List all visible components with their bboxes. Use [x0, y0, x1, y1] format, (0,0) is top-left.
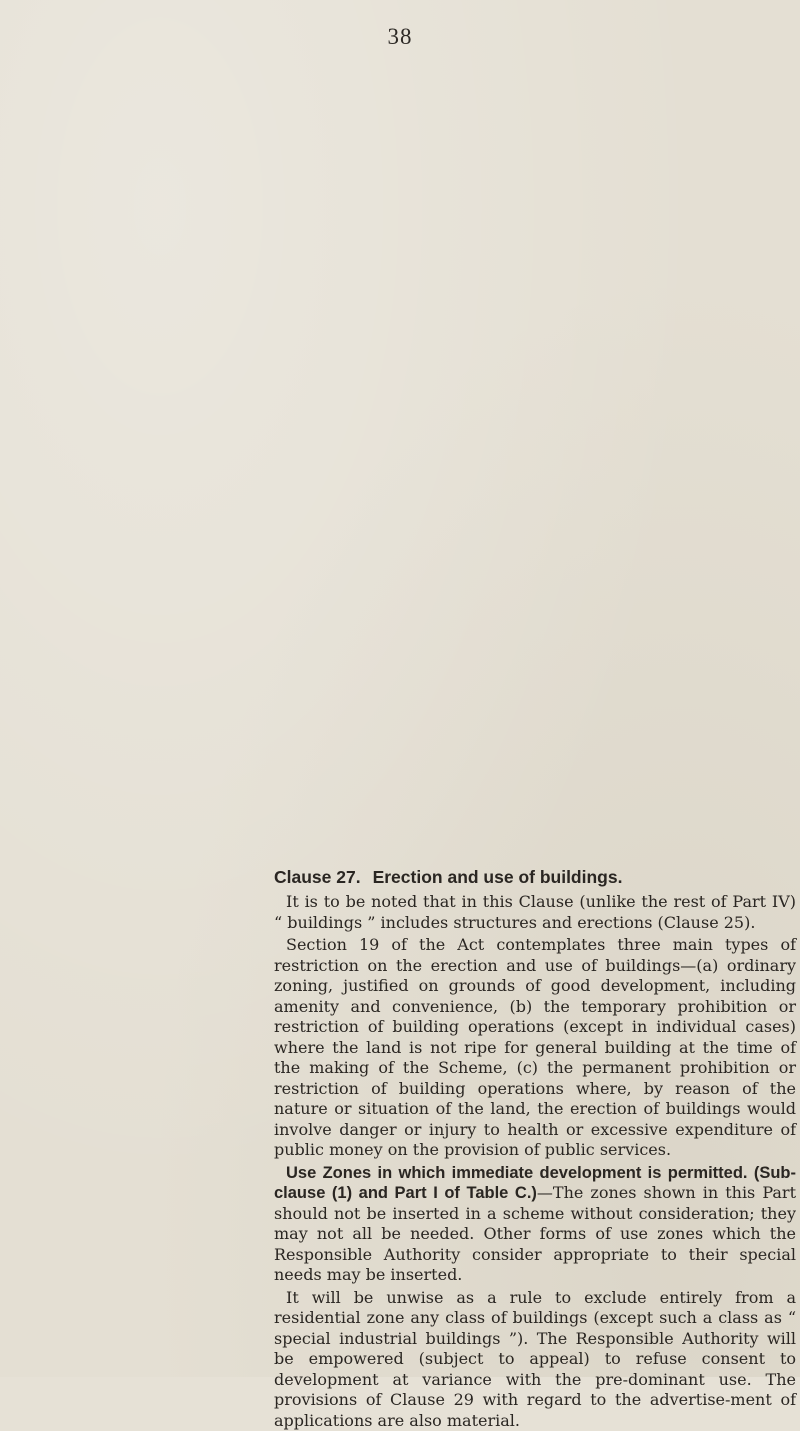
use-zones-lead: Use Zones in which immediate development is permitted. (Sub-clause (1) and Part I of Table C.): [274, 1164, 796, 1203]
paragraph-residential-zone: It will be unwise as a rule to exclude entirely from a residential zone any class of buildings (except such a class as “ special industrial buildings ”). The Responsible Authority will be empowered (subject to appeal) to refuse consent to development at variance with the pre-dominant use. The provisions of Clause 29 with regard to the advertise-ment of applications are also material.: [274, 1288, 796, 1431]
page-number: 38: [0, 24, 800, 50]
clause-title: Erection and use of buildings.: [373, 867, 623, 887]
clause-number: Clause 27.: [274, 867, 361, 887]
paragraph-use-zones: [274, 1163, 796, 1286]
paragraph-definition-note: It is to be noted that in this Clause (unlike the rest of Part IV) “ buildings ” includes structures and erections (Clause 25).: [274, 892, 796, 933]
clause-heading: [274, 866, 796, 888]
clause-body: [274, 866, 796, 1431]
use-zones-body: —The zones shown in this Part should not be inserted in a scheme without consideration; they may not all be needed. Other forms of use zones which the Responsible Authority consider appropriate to their special needs may be inserted.: [274, 1183, 796, 1284]
paragraph-section-19: Section 19 of the Act contemplates three main types of restriction on the erection and use of buildings—(a) ordinary zoning, justified on grounds of good development, including amenity and convenience, (b) the temporary prohibition or restriction of building operations (except in individual cases) where the land is not ripe for general building at the time of the making of the Scheme, (c) the permanent prohibition or restriction of building operations where, by reason of the nature or situation of the land, the erection of buildings would involve danger or injury to health or excessive expenditure of public money on the provision of public services.: [274, 935, 796, 1161]
